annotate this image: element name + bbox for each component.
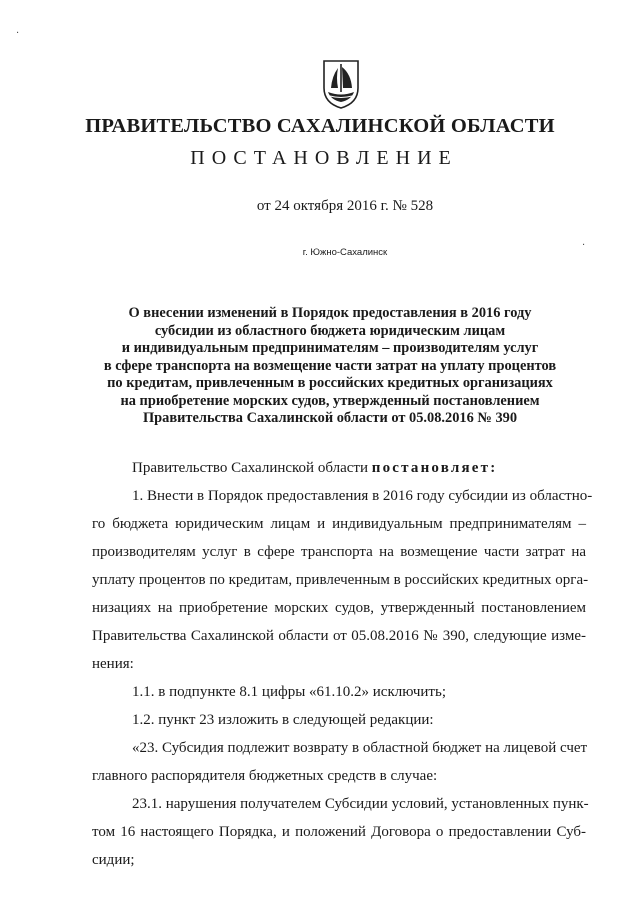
- item-1-1: 1.1. в подпункте 8.1 цифры «61.10.2» исключить;: [132, 684, 446, 700]
- item-23-1-line: 23.1. нарушения получателем Субсидии условий, установленных пунк-: [132, 796, 589, 812]
- intro-text: Правительство Сахалинской области: [132, 460, 372, 476]
- intro-keyword: постановляет:: [371, 460, 498, 476]
- item-23-line: главного распорядителя бюджетных средств в случае:: [92, 768, 438, 784]
- subject-line: субсидии из областного бюджета юридическим лицам: [154, 322, 506, 339]
- item-23-line: «23. Субсидия подлежит возврату в областной бюджет на лицевой счет: [132, 740, 588, 756]
- item-1-2: 1.2. пункт 23 изложить в следующей редакции:: [132, 712, 434, 728]
- subject-line: и индивидуальным предпринимателям – производителям услуг: [121, 340, 539, 356]
- sakhalin-coat-of-arms-emblem: [321, 58, 361, 110]
- scan-speck: ·: [582, 240, 586, 251]
- government-name: ПРАВИТЕЛЬСТВО САХАЛИНСКОЙ ОБЛАСТИ: [85, 115, 555, 137]
- resolution-intro: [92, 457, 586, 479]
- item-1-line: уплату процентов по кредитам, привлеченным в российских кредитных орга-: [92, 572, 589, 588]
- subject-line: на приобретение морских судов, утвержденный постановлением: [120, 392, 540, 409]
- document-type: ПОСТАНОВЛЕНИЕ: [190, 147, 458, 169]
- item-1-line: Правительства Сахалинской области от 05.08.2016 № 390, следующие изме-: [92, 628, 586, 644]
- subject-line: О внесении изменений в Порядок предоставления в 2016 году: [128, 305, 532, 321]
- item-1-line: низациях на приобретение морских судов, утвержденный постановлением: [92, 600, 586, 616]
- document-subject: [90, 305, 570, 428]
- item-1-line: нения:: [92, 656, 134, 672]
- subject-line: в сфере транспорта на возмещение части затрат на уплату процентов: [103, 357, 557, 374]
- item-1-line: производителям услуг в сфере транспорта на возмещение части затрат на: [92, 544, 586, 560]
- scan-speck: ·: [16, 28, 20, 39]
- item-23-1-line: сидии;: [92, 852, 135, 868]
- subject-line: Правительства Сахалинской области от 05.08.2016 № 390: [142, 410, 518, 426]
- document-date-number: от 24 октября 2016 г. № 528: [256, 198, 434, 214]
- subject-line: по кредитам, привлеченным в российских кредитных организациях: [107, 375, 553, 391]
- item-1-line: 1. Внести в Порядок предоставления в 2016 году субсидии из областно-: [132, 488, 593, 504]
- document-city: г. Южно-Сахалинск: [302, 247, 388, 258]
- document-body: [92, 457, 593, 871]
- item-23-1-line: том 16 настоящего Порядка, и положений Договора о предоставлении Суб-: [92, 824, 586, 840]
- item-1-line: го бюджета юридическим лицам и индивидуальным предпринимателям –: [92, 516, 586, 532]
